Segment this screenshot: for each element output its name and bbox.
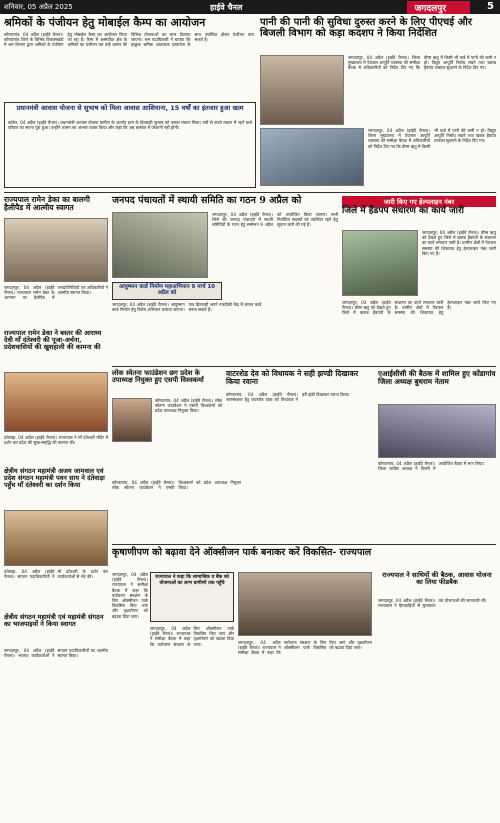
body-a9: दंतेवाड़ा, 04 अप्रैल (हाईवे चैनल)। संगठन पदाधिकारियों ने माँ दंतेश्वरी के दर्शन कर कार्यकर्ताओं से भेंट की। [4, 569, 108, 580]
headline-a6: जिले में हैंडपंप संधारण का कार्य जारी [342, 206, 464, 216]
body-a7: जगदलपुर, 04 अप्रैल (हाईवे चैनल)। आयुष्मान कार्ड निर्माण हेतु विशेष अभियान चलाया जाएगा। पात्र हितग्राही अपने नजदीकी केंद्र में जाकर कार्ड बनवा सकते हैं। [112, 302, 262, 313]
issue-date: शनिवार, 05 अप्रैल 2025 [4, 3, 73, 11]
photo-governor-review [238, 572, 372, 636]
body-a14b: जगदलपुर, 04 अप्रैल (हाईवे चैनल)। राज्यपाल ने समीक्षा बैठक में कहा कि पर्यावरण संरक्षण के लिए ऑक्सीजन पार्क विकसित किए जाएं और वृक्षारोपण को बढ़ावा दिया जाए। [150, 626, 234, 647]
page-number: 5 [487, 1, 494, 12]
headline-a10: लोक स्वेतना फाउंडेशन छग प्रदेश के उपाध्यक्ष नियुक्त हुए एसपी विश्वकर्मा [112, 369, 204, 385]
body-a2: जगदलपुर, 04 अप्रैल (हाईवे चैनल)। जिला मुख्यालय में पेयजल आपूर्ति व्यवस्था की समीक्षा बैठक में अधिकारियों को निर्देश दिए गए कि ग्रीष्म ऋतु में किसी भी वार्ड में पानी की कमी न हो। विद्युत आपूर्ति निर्बाध रखने तथा खराब हैंडपंप तत्काल सुधारने के निर्देश दिए गए। [348, 55, 496, 71]
subhead-a3: प्रधानमंत्री आवास योजना से सुभाष को मिला आवास आशियाना, 15 वर्षों का इंतजार हुआ खत्म [16, 104, 244, 112]
subhead-a7: आयुष्मान कार्ड निर्माण महाअभियान 9 मार्च 10 अप्रैल को [118, 284, 216, 297]
body-a5: जगदलपुर, 04 अप्रैल (हाईवे चैनल)। जिले की जनपद पंचायतों में स्थायी समितियों के गठन हेतु सम्मेलन 9 अप्रैल को आयोजित किया जाएगा। सभी निर्वाचित सदस्यों को उपस्थित रहने हेतु सूचना जारी की गई है। [212, 212, 338, 228]
body-a3: कांकेर, 04 अप्रैल (हाईवे चैनल)। प्रधानमंत्री आवास योजना ग्रामीण के अंतर्गत ग्राम के हितग्राही सुभाष को पक्का मकान मिला। वर्षों से कच्चे मकान में रहने वाले परिवार का सपना पूरा हुआ। उन्होंने शासन का आभार व्यक्त किया और कहा कि अब बरसात में परेशानी नहीं होगी। [8, 120, 252, 131]
headline-a11: वाटरशेड देव को विधायक ने सही झण्डी दिखाकर किया रवाना [226, 369, 359, 387]
headline-a4: राज्यपाल रामेन डेका का बालगी हैलीपैड में आत्मीय स्वागत [4, 195, 90, 213]
photo-meeting [260, 55, 344, 125]
body-a15: जगदलपुर, 04 अप्रैल (हाईवे चैनल)। राज्यपाल ने हितग्राहियों से मुलाकात कर योजनाओं की जानकारी ली। [378, 598, 487, 609]
headline-a9: क्षेत्रीय संगठन महामंत्री अजय जामवाल एवं प्रदेश संगठन महामंत्री पवन साय ने दंतेवाड़ा पहुँच माँ दंतेश्वरी का दर्शन किया [4, 467, 105, 490]
headline-a8: राज्यपाल रामेन डेका ने बस्तर की आराध्य देवी माँ दंतेश्वरी की पूजा-अर्चना, प्रदेशवासियों की खुशहाली की कामना की [4, 329, 102, 352]
photo-aicc [378, 404, 496, 458]
headline-a13: क्षेत्रीय संगठन महामंत्री एवं महामंत्री संगठन का भाजपाइयों ने किया स्वागत [4, 613, 104, 629]
helpline-bar: जारी किए गए हेल्पलाइन नंबर [342, 196, 496, 207]
photo-handpump [342, 230, 418, 296]
divider [4, 192, 496, 193]
body-a10: कोण्डागांव, 04 अप्रैल (हाईवे चैनल)। लोक स्वेतना फाउंडेशन ने एसपी विश्वकर्मा को प्रदेश उपाध्यक्ष नियुक्त किया। [155, 398, 222, 414]
photo-governor-welcome [4, 218, 108, 282]
photo-temple [4, 372, 108, 432]
body-a2b: जगदलपुर, 04 अप्रैल (हाईवे चैनल)। जिला मुख्यालय में पेयजल आपूर्ति व्यवस्था की समीक्षा बैठक में अधिकारियों को निर्देश दिए गए कि ग्रीष्म ऋतु में किसी भी वार्ड में पानी की कमी न हो। विद्युत आपूर्ति निर्बाध रखने तथा खराब हैंडपंप तत्काल सुधारने के निर्देश दिए गए। [368, 128, 496, 149]
body-a10b: कोण्डागांव, 04 अप्रैल (हाईवे चैनल)। लोक स्वेतना फाउंडेशन ने एसपी विश्वकर्मा को प्रदेश उपाध्यक्ष नियुक्त किया। [112, 480, 241, 491]
headline-a14: कृषाणीपण को बढ़ावा देने ऑक्सीजन पार्क बनाकर करें विकसित- राज्यपाल [112, 547, 372, 558]
photo-sangathan [4, 510, 108, 566]
headline-a2: पानी की पानी की सुविधा दुरुस्त करने के लिए पीएचई और बिजली विभाग को कड़ा कदशप ने किया निर्देशित [260, 17, 472, 39]
divider [112, 366, 496, 367]
quote-text: राज्यपाल ने कहा कि सामाजिक व बैंक को योजनाओं का लाभ ग्रामीणों तक पहुँचे [155, 575, 229, 586]
masthead [0, 0, 500, 14]
body-a11: कोण्डागांव, 04 अप्रैल (हाईवे चैनल)। जलसंरक्षण हेतु वाटरशेड यात्रा को विधायक ने हरी झंडी दिखाकर रवाना किया। [226, 392, 350, 403]
photo-officials [260, 128, 364, 186]
headline-a1: श्रमिकों के पंजीयन हेतु मोबाईल कैम्प का आयोजन [4, 16, 206, 29]
headline-a12: एआईसीसी की बैठक में शामिल हुए कोंडागांव जिला अध्यक्ष बुधराम नेताम [378, 369, 496, 386]
paper-name: हाईवे चैनल [210, 3, 243, 12]
body-a14c: जगदलपुर, 04 अप्रैल (हाईवे चैनल)। राज्यपाल ने समीक्षा बैठक में कहा कि पर्यावरण संरक्षण के लिए ऑक्सीजन पार्क विकसित किए जाएं और वृक्षारोपण को बढ़ावा दिया जाए। [238, 640, 372, 656]
photo-panchayat [112, 212, 208, 278]
headline-a15: राज्यपाल ने साथियों की बैठक, आवास योजना का लिया फीडबैक [382, 571, 492, 587]
divider [112, 544, 496, 545]
photo-portrait [112, 398, 152, 442]
body-a6: जगदलपुर, 04 अप्रैल (हाईवे चैनल)। ग्रीष्म ऋतु को देखते हुए जिले में खराब हैंडपंपों के संधारण का कार्य लगातार जारी है। ग्रामीण क्षेत्रों में पेयजल समस्या की शिकायत हेतु हेल्पलाइन नंबर जारी किए गए हैं। [422, 230, 496, 256]
headline-a5: जनपद पंचायतों में स्थायी समिति का गठन 9 अप्रैल को [112, 195, 302, 206]
body-a1: कोण्डागांव, 04 अप्रैल (हाईवे चैनल)। कोण्डागांव जिले के विभिन्न विकासखंडों में श्रम विभाग द्वारा श्रमिकों के पंजीयन हेतु मोबाईल कैम्प का आयोजन किया जा रहा है। कैम्प में असंगठित क्षेत्र के श्रमिकों का पंजीयन कर उन्हें शासन की विभिन्न योजनाओं का लाभ दिलाया जाएगा। श्रम पदाधिकारी ने बताया कि इच्छुक श्रमिक आवश्यक दस्तावेज के साथ उपस्थित होकर पंजीयन करा सकते हैं। [4, 32, 254, 48]
edition-place: जगदलपुर [407, 1, 470, 14]
body-a13: जगदलपुर, 04 अप्रैल (हाईवे चैनल)। भाजपा कार्यकर्ताओं ने संगठन पदाधिकारियों का आत्मीय स्वागत किया। [4, 648, 108, 659]
body-a8: दंतेवाड़ा, 04 अप्रैल (हाईवे चैनल)। राज्यपाल ने माँ दंतेश्वरी मंदिर में दर्शन कर प्रदेश की सुख-समृद्धि की कामना की। [4, 435, 108, 446]
body-a6b: जगदलपुर, 04 अप्रैल (हाईवे चैनल)। ग्रीष्म ऋतु को देखते हुए जिले में खराब हैंडपंपों के संधारण का कार्य लगातार जारी है। ग्रामीण क्षेत्रों में पेयजल समस्या की शिकायत हेतु हेल्पलाइन नंबर जारी किए गए हैं। [342, 300, 496, 316]
body-a4: जगदलपुर, 04 अप्रैल (हाईवे चैनल)। राज्यपाल रामेन डेका के आगमन पर हैलीपैड में जनप्रतिनिधियों एवं अधिकारियों ने आत्मीय स्वागत किया। [4, 285, 108, 301]
body-a14: जगदलपुर, 04 अप्रैल (हाईवे चैनल)। राज्यपाल ने समीक्षा बैठक में कहा कि पर्यावरण संरक्षण के लिए ऑक्सीजन पार्क विकसित किए जाएं और वृक्षारोपण को बढ़ावा दिया जाए। [112, 572, 148, 619]
body-a12: कोण्डागांव, 04 अप्रैल (हाईवे चैनल)। जिला कांग्रेस अध्यक्ष ने दिल्ली में आयोजित बैठक में भाग लिया। [378, 461, 485, 472]
